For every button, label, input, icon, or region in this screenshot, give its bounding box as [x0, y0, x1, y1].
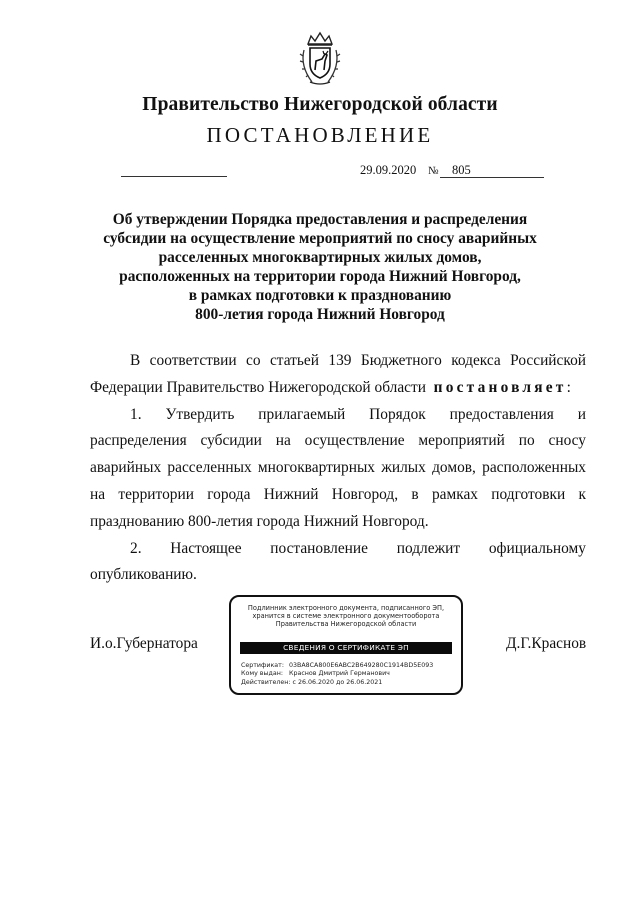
certificate-value: 03BA8CA800E6ABC2B649280C1914BD5E093	[289, 662, 434, 669]
validity-value: с 26.06.2020 до 26.06.2021	[292, 678, 383, 686]
heading-line: расположенных на территории города Нижний Новгород,	[119, 268, 521, 285]
number-sign: №	[428, 165, 439, 177]
validity-label: Действителен:	[241, 678, 291, 686]
heading-line: расселенных многоквартирных жилых домов,	[158, 249, 482, 266]
paragraph-2-word: Настоящее	[170, 539, 242, 557]
preamble-text: Федерации Правительство Нижегородской области	[90, 378, 426, 396]
paragraph-2-word: официальному	[488, 539, 586, 557]
document-date: 29.09.2020	[360, 163, 417, 177]
electronic-signature-stamp	[229, 595, 463, 695]
document-type: ПОСТАНОВЛЕНИЕ	[206, 123, 434, 147]
stamp-header	[231, 604, 461, 629]
paragraph-2-word: 2.	[130, 539, 142, 557]
signatory-name: Д.Г.Краснов	[506, 635, 587, 652]
document-heading	[100, 210, 540, 324]
paragraph-1: 1. Утвердить прилагаемый Порядок предоставления и распределения субсидии на осуществление мероприятий по сносу аварийных расселенных многоквартирных жилых домов, расположенных на территории города Нижний Новгород, в рамках подготовки к празднованию 800-летия города Нижний Новгород.	[90, 405, 586, 530]
signatory-role: И.о.Губернатора	[90, 635, 198, 652]
document-number: 805	[440, 163, 544, 178]
paragraph-2	[90, 536, 586, 563]
paragraph-2-word: постановление	[270, 539, 368, 557]
certificate-label: Сертификат:	[241, 662, 284, 669]
stamp-header-line: Подлинник электронного документа, подписанного ЭП,	[247, 604, 445, 612]
preamble-colon: :	[566, 378, 571, 396]
blank-date-line	[121, 176, 227, 177]
stamp-certificate-bar: СВЕДЕНИЯ О СЕРТИФИКАТЕ ЭП	[240, 642, 452, 654]
coat-of-arms-emblem	[298, 30, 342, 86]
heading-line: Об утверждении Порядка предоставления и распределения	[112, 211, 528, 228]
resolution-verb: постановляет	[433, 378, 567, 396]
issued-to-row	[241, 670, 455, 678]
issued-to-value: Краснов Дмитрий Германович	[289, 670, 390, 678]
preamble-line-2	[90, 375, 586, 402]
validity-row	[241, 679, 455, 687]
preamble-line-1: В соответствии со статьей 139 Бюджетного кодекса Российской	[130, 352, 586, 369]
paragraph-2-word: подлежит	[396, 539, 461, 557]
issued-to-label: Кому выдан:	[241, 670, 283, 678]
stamp-header-line: Правительства Нижегородской области	[275, 620, 417, 629]
stamp-certificate-info	[241, 662, 455, 687]
heading-line: в рамках подготовки к празднованию	[188, 287, 452, 304]
heading-line: 800-летия города Нижний Новгород	[195, 306, 445, 323]
paragraph-2-end: опубликованию.	[90, 566, 197, 584]
document-body	[90, 348, 586, 589]
government-name: Правительство Нижегородской области	[142, 94, 498, 115]
heading-line: субсидии на осуществление мероприятий по сносу аварийных	[103, 230, 537, 247]
stamp-header-line: хранится в системе электронного документооборота	[252, 612, 440, 621]
